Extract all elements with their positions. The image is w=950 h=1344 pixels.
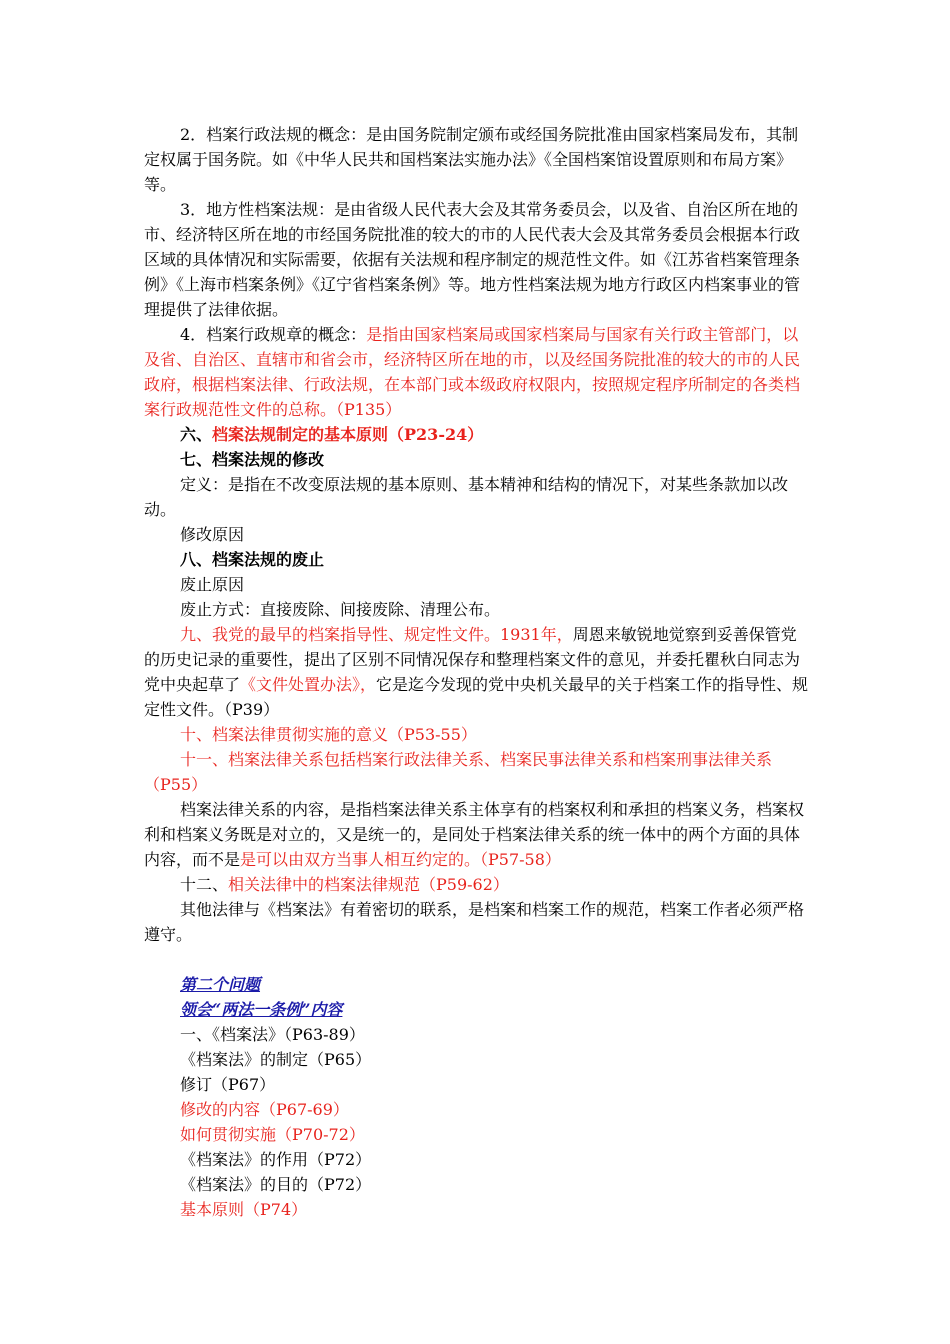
heading-11: 十一、档案法律关系包括档案行政法律关系、档案民事法律关系和档案刑事法律关系（P55）: [144, 750, 773, 794]
para-legal-relations: [144, 797, 812, 872]
list-item: 《档案法》的目的（P72）: [180, 1175, 372, 1194]
topic-list: [144, 1022, 812, 1222]
heading-6-prefix: 六、: [180, 425, 213, 444]
para-legal-relations-red: 是可以由双方当事人相互约定的。（P57-58）: [240, 850, 561, 869]
para-admin-regulations: 2．档案行政法规的概念：是由国务院制定颁布或经国务院批准由国家档案局发布，其制定权属于国务院。如《中华人民共和国档案法实施办法》《全国档案馆设置原则和布局方案》等。: [144, 125, 799, 194]
list-item: 基本原则（P74）: [180, 1200, 308, 1219]
heading-12: [144, 872, 812, 897]
blank-line: [144, 947, 812, 972]
list-item: 如何贯彻实施（P70-72）: [180, 1125, 365, 1144]
para-9-red-lead: 九、我党的最早的档案指导性、规定性文件。1931年，: [180, 625, 573, 644]
para-amendment-definition: 定义：是指在不改变原法规的基本原则、基本精神和结构的情况下，对某些条款加以改动。: [144, 475, 789, 519]
para-9-text-1: 周恩来敏锐地觉察到妥善保管党的历史记录的重要性，提出了区别不同情况保存和整理档案文件的意见，并委托瞿秋白同志为党中央起草了: [144, 625, 801, 694]
heading-6-title: 档案法规制定的基本原则（P23-24）: [212, 425, 484, 444]
heading-12-title: 相关法律中的档案法律规范（P59-62）: [228, 875, 509, 894]
para-related-laws: 其他法律与《档案法》有着密切的联系，是档案和档案工作的规范，档案工作者必须严格遵守。: [144, 900, 805, 944]
para-admin-rules-definition: 是指由国家档案局或国家档案局与国家有关行政主管部门，以及省、自治区、直辖市和省会市，经济特区所在地的市，以及经国务院批准的较大的市的人民政府，根据档案法律、行政法规，在本部门或本级政府权限内，按照规定程序所制定的各类档案行政规范性文件的总称。（P135）: [144, 325, 801, 419]
question-2-title: 第二个问题: [180, 975, 261, 994]
heading-7: 七、档案法规的修改: [180, 450, 325, 469]
repeal-reason: 废止原因: [180, 575, 245, 594]
para-local-regulations: 3．地方性档案法规：是由省级人民代表大会及其常务委员会，以及省、自治区所在地的市、经济特区所在地的市经国务院批准的较大的市的人民代表大会及其常务委员会根据本行政区域的具体情况和实际需要，依据有关法规和程序制定的规范性文件。如《江苏省档案管理条例》《上海市档案条例》《辽宁省档案条例》等。地方性档案法规为地方行政区内档案事业的管理提供了法律依据。: [144, 200, 801, 319]
list-item: 修改的内容（P67-69）: [180, 1100, 349, 1119]
amendment-reason: 修改原因: [180, 525, 245, 544]
heading-8: 八、档案法规的废止: [180, 550, 325, 569]
repeal-methods: 废止方式：直接废除、间接废除、清理公布。: [180, 600, 501, 619]
list-item: 修订（P67）: [180, 1075, 276, 1094]
heading-10: 十、档案法律贯彻实施的意义（P53-55）: [180, 725, 477, 744]
para-legal-relations-text: 档案法律关系的内容，是指档案法律关系主体享有的档案权利和承担的档案义务，档案权利和档案义务既是对立的，又是统一的，是同处于档案法律关系的统一体中的两个方面的具体内容，而不是: [144, 800, 805, 869]
para-9: [144, 622, 812, 722]
document-page: [144, 122, 812, 1222]
para-9-text-2: 它是迄今发现的党中央机关最早的关于档案工作的指导性、规定性文件。（P39）: [144, 675, 809, 719]
question-2-subtitle: 领会“两法一条例”内容: [180, 1000, 343, 1019]
para-9-document-title: 《文件处置办法》，: [240, 675, 377, 694]
heading-12-prefix: 十二、: [180, 875, 229, 894]
para-admin-rules-lead: 4．档案行政规章的概念：: [180, 325, 367, 344]
heading-6: [144, 422, 812, 447]
list-item: 《档案法》的作用（P72）: [180, 1150, 372, 1169]
para-admin-rules: [144, 322, 812, 422]
list-item: 《档案法》的制定（P65）: [180, 1050, 372, 1069]
list-item: 一、《档案法》（P63-89）: [180, 1025, 365, 1044]
